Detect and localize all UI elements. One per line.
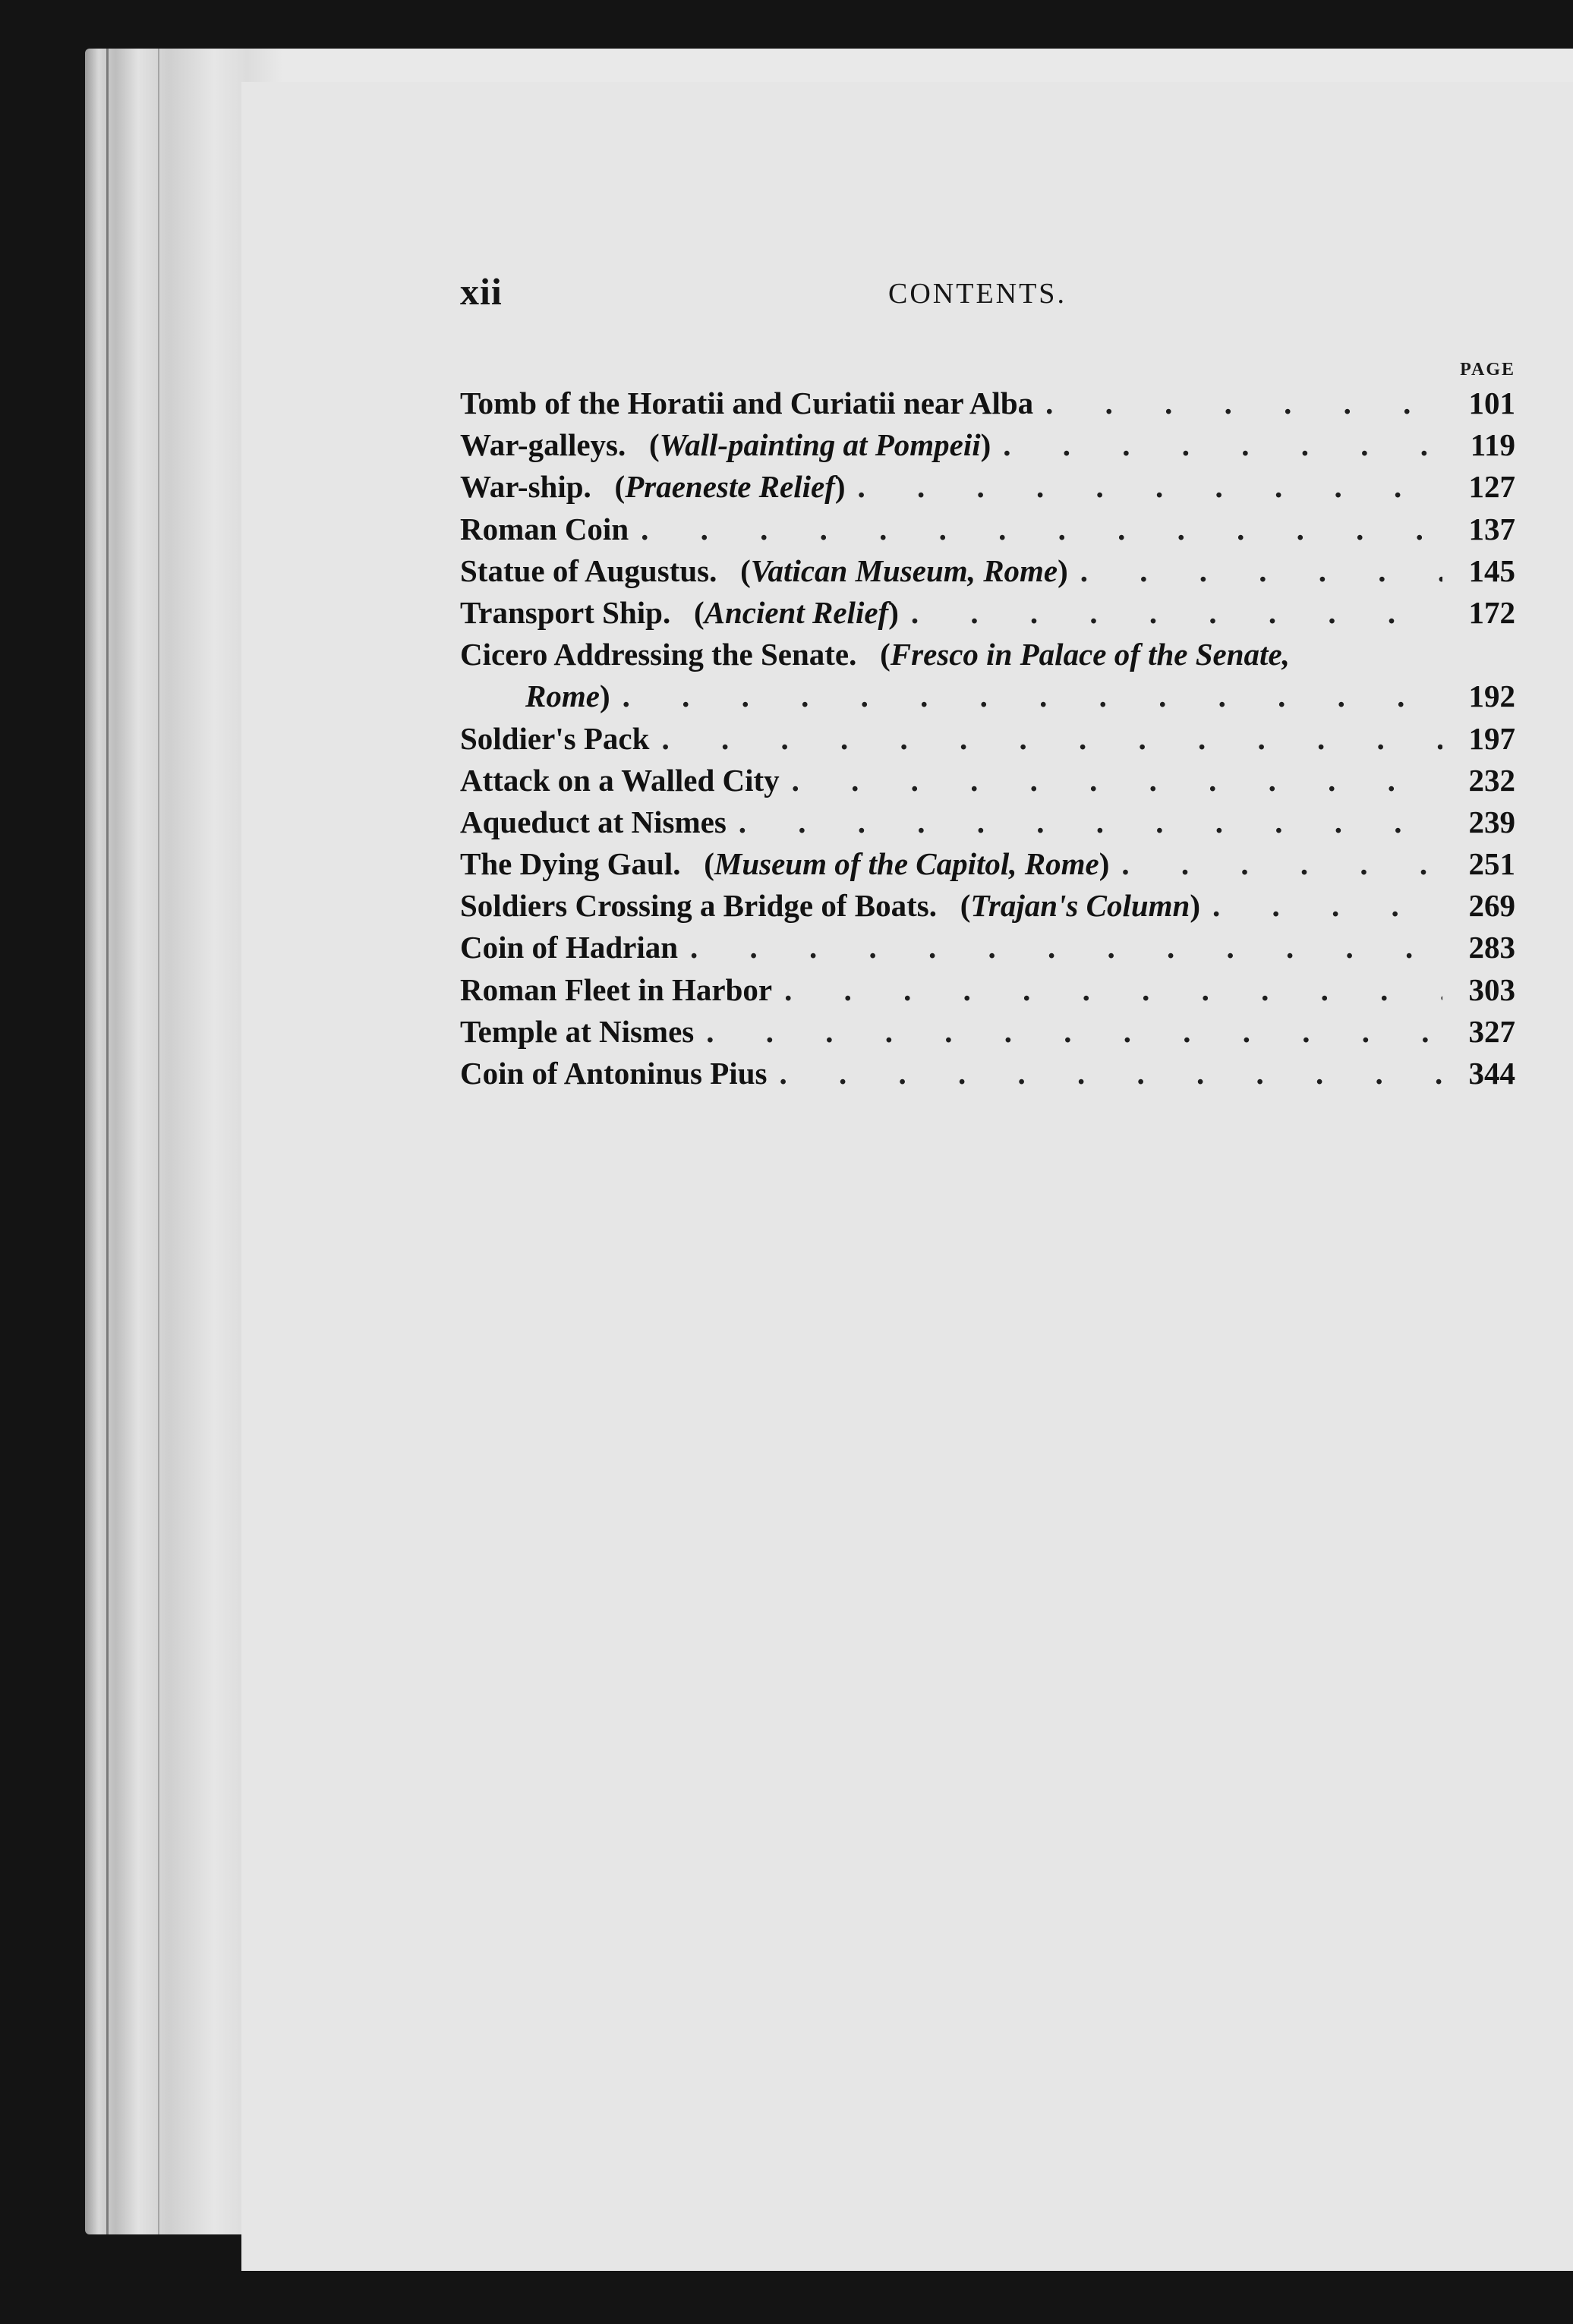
entry-page-number: 232: [1468, 762, 1515, 798]
dot-leader: [641, 509, 1442, 550]
contents-entry-row: [525, 675, 1515, 717]
dot-leader: [911, 592, 1442, 634]
dot-leader: [690, 927, 1442, 968]
entry-title: Transport Ship.: [460, 594, 671, 630]
dot-leader: [779, 1053, 1442, 1094]
page-column-label: PAGE: [1460, 360, 1515, 379]
entry-page-number: 327: [1468, 1013, 1515, 1049]
entry-title: Roman Fleet in Harbor: [460, 971, 773, 1007]
contents-entry-row: [460, 718, 1515, 760]
contents-entry-row: [460, 509, 1515, 550]
contents-entry: [460, 1053, 1515, 1094]
close-paren: ): [888, 594, 899, 630]
contents-entry: [460, 592, 1515, 634]
open-paren: (: [704, 846, 714, 882]
page-folio: xii: [460, 270, 503, 313]
entry-title: Attack on a Walled City: [460, 762, 780, 798]
contents-entry: [460, 843, 1515, 885]
entry-title: Aqueduct at Nismes: [460, 804, 727, 839]
dot-leader: [623, 675, 1442, 717]
entry-title: Soldier's Pack: [460, 720, 650, 756]
entry-source: Rome: [525, 679, 600, 714]
entry-title: Cicero Addressing the Senate.: [460, 637, 857, 672]
spacer: [717, 550, 740, 592]
dot-leader: [784, 969, 1442, 1011]
close-paren: ): [980, 427, 991, 463]
contents-entry: [460, 801, 1515, 843]
contents-entry-row: [460, 760, 1515, 801]
contents-entry: [460, 885, 1515, 927]
open-paren: (: [614, 469, 626, 505]
spacer: [856, 634, 880, 675]
entry-title: War-ship.: [460, 469, 591, 505]
entry-page-number: 127: [1468, 469, 1515, 505]
entry-title: Soldiers Crossing a Bridge of Boats.: [460, 888, 937, 924]
contents-entry-row: [460, 634, 1515, 675]
contents-entry: [460, 969, 1515, 1011]
contents-entry-row: [460, 927, 1515, 968]
spacer: [670, 592, 694, 634]
entry-title: Roman Coin: [460, 511, 629, 546]
entry-page-number: 119: [1470, 427, 1515, 463]
dot-leader: [1212, 885, 1442, 927]
contents-entry-row: [460, 885, 1515, 927]
entry-source: Praeneste Relief: [625, 469, 835, 505]
entry-page-number: 239: [1468, 804, 1515, 839]
entry-title: Coin of Hadrian: [460, 930, 679, 965]
open-paren: (: [880, 637, 891, 672]
contents-entry-continuation: [460, 675, 1515, 717]
open-paren: (: [960, 888, 971, 924]
dot-leader: [706, 1011, 1442, 1053]
contents-entry: [460, 927, 1515, 968]
contents-list: [460, 383, 1515, 1094]
entry-page-number: 303: [1468, 971, 1515, 1007]
contents-entry-row: [460, 383, 1515, 424]
close-paren: ): [1099, 846, 1110, 882]
spacer: [680, 843, 704, 885]
open-paren: (: [693, 594, 705, 630]
contents-entry: [460, 383, 1515, 424]
dot-leader: [739, 801, 1442, 843]
contents-entry: [460, 718, 1515, 760]
dot-leader: [1121, 843, 1442, 885]
dot-leader: [1080, 550, 1442, 592]
entry-title: Statue of Augustus.: [460, 553, 717, 588]
contents-entry: [460, 760, 1515, 801]
open-paren: (: [649, 427, 660, 463]
entry-source: Ancient Relief: [704, 594, 889, 630]
dot-leader: [792, 760, 1442, 801]
entry-page-number: 251: [1468, 846, 1515, 882]
entry-title: War-galleys.: [460, 427, 626, 463]
dot-leader: [1003, 424, 1442, 466]
entry-page-number: 269: [1468, 888, 1515, 924]
entry-page-number: 145: [1468, 553, 1515, 588]
contents-entry: [460, 424, 1515, 466]
running-title: CONTENTS.: [888, 278, 1067, 310]
contents-entry: [460, 466, 1515, 508]
contents-entry-row: [460, 1011, 1515, 1053]
contents-entry: [460, 1011, 1515, 1053]
close-paren: ): [1058, 553, 1068, 588]
close-paren: ): [1190, 888, 1201, 924]
dot-leader: [858, 466, 1442, 508]
entry-page-number: 283: [1468, 930, 1515, 965]
entry-page-number: 137: [1468, 511, 1515, 546]
contents-entry-row: [460, 550, 1515, 592]
dot-leader: [1045, 383, 1442, 424]
entry-source: Museum of the Capitol, Rome: [714, 846, 1099, 882]
close-paren: ): [834, 469, 846, 505]
dot-leader: [661, 718, 1442, 760]
entry-source: Trajan's Column: [970, 888, 1190, 924]
entry-title: The Dying Gaul.: [460, 846, 681, 882]
spacer: [937, 885, 960, 927]
spacer: [626, 424, 649, 466]
contents-entry-row: [460, 801, 1515, 843]
entry-page-number: 344: [1468, 1056, 1515, 1091]
spacer: [591, 466, 615, 508]
entry-source: Vatican Museum, Rome: [750, 553, 1058, 588]
entry-title: Tomb of the Horatii and Curiatii near Alba: [460, 386, 1034, 420]
entry-page-number: 101: [1468, 386, 1515, 420]
contents-entry: [460, 509, 1515, 550]
entry-title: Temple at Nismes: [460, 1013, 695, 1049]
running-head: [460, 269, 1523, 315]
entry-title: Coin of Antoninus Pius: [460, 1056, 768, 1091]
entry-source: Fresco in Palace of the Senate,: [890, 637, 1290, 672]
entry-page-number: 172: [1468, 594, 1515, 630]
contents-entry-row: [460, 592, 1515, 634]
close-paren: ): [599, 679, 610, 714]
entry-page-number: 197: [1468, 720, 1515, 756]
contents-entry-row: [460, 466, 1515, 508]
contents-entry-row: [460, 843, 1515, 885]
open-paren: (: [740, 553, 751, 588]
contents-entry-row: [460, 1053, 1515, 1094]
entry-page-number: 192: [1468, 679, 1515, 714]
entry-source: Wall-painting at Pompeii: [659, 427, 981, 463]
contents-entry-row: [460, 424, 1515, 466]
contents-entry-row: [460, 969, 1515, 1011]
contents-entry: [460, 634, 1515, 675]
contents-entry: [460, 550, 1515, 592]
